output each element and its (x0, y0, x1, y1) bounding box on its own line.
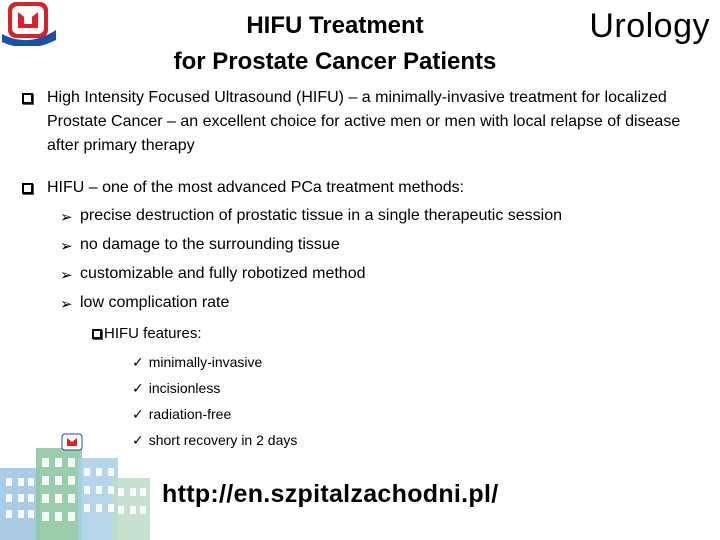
feature-item: incisionless (148, 380, 221, 396)
features-heading-text: HIFU features: (104, 325, 202, 342)
list-item (60, 204, 680, 233)
list-item (60, 262, 680, 291)
method-item: no damage to the surrounding tissue (80, 236, 340, 253)
features-heading (104, 324, 202, 344)
hospital-buildings-illustration (0, 428, 160, 540)
arrow-bullet-icon: ➢ (60, 296, 73, 313)
page-title (120, 8, 550, 80)
list-item (132, 378, 220, 398)
department-label: Urology (589, 7, 710, 45)
list-item (132, 404, 231, 424)
arrow-bullet-icon: ➢ (60, 238, 73, 255)
method-item: precise destruction of prostatic tissue in a single therapeutic session (80, 207, 563, 224)
square-bullet-icon (22, 93, 33, 104)
list-item (132, 352, 262, 372)
check-icon: ✓ (132, 432, 144, 448)
check-icon: ✓ (132, 380, 144, 396)
hospital-logo (2, 0, 56, 46)
hospital-url[interactable]: http://en.szpitalzachodni.pl/ (162, 480, 499, 508)
feature-item: short recovery in 2 days (148, 432, 298, 448)
arrow-bullet-icon: ➢ (60, 267, 73, 284)
arrow-bullet-icon: ➢ (60, 209, 73, 226)
method-item: customizable and fully robotized method (80, 265, 366, 282)
title-line-1: HIFU Treatment (246, 12, 424, 39)
check-icon: ✓ (132, 406, 144, 422)
list-item (60, 233, 680, 262)
list-item (60, 291, 680, 320)
method-item: low complication rate (80, 294, 230, 311)
title-line-2: for Prostate Cancer Patients (173, 48, 497, 75)
square-bullet-icon (92, 329, 102, 339)
intro-paragraph: High Intensity Focused Ultrasound (HIFU) – a minimally-invasive treatment for localized Prostate Cancer – an excellent choice for active men or men with local relapse of disease after primary therapy (47, 89, 681, 154)
check-icon: ✓ (132, 354, 144, 370)
square-bullet-icon (22, 183, 33, 194)
feature-item: radiation-free (148, 406, 232, 422)
methods-heading: HIFU – one of the most advanced PCa treatment methods: (47, 179, 465, 196)
feature-item: minimally-invasive (148, 354, 263, 370)
